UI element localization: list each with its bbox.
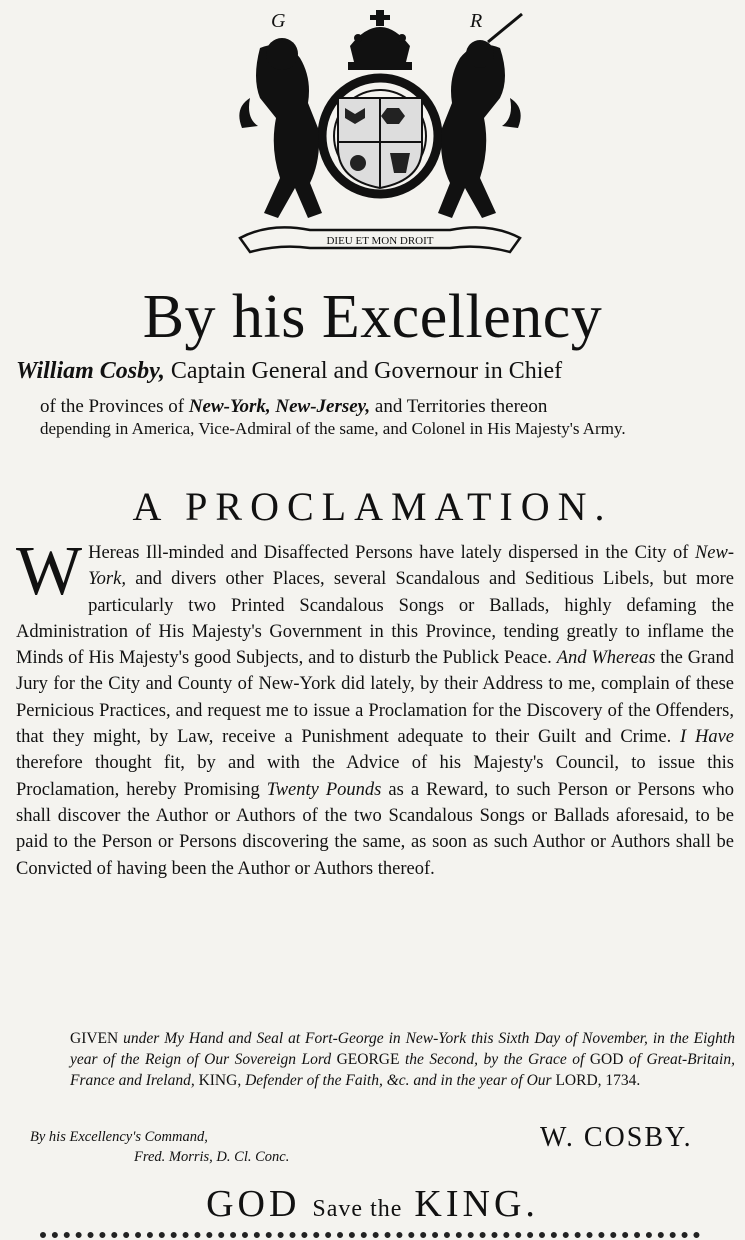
proclamation-body: W Hereas Ill-minded and Disaffected Persons have lately dispersed in the City of New-York, and divers other Places, several Scandalous and Seditious Libels, but more particularly two Printed Scandalous Songs or Ballads, highly defaming the Administration of His Majesty's Government in this Province, tending greatly to inflame the Minds of His Majesty's good Subjects, and to disturb the Publick Peace. And Whereas the Grand Jury for the City and County of New-York did lately, by their Address to me, complain of these Pernicious Practices, and request me to issue a Proclamation for the Discovery of the Offenders, that they might, by Law, receive a Punishment adequate to their Guilt and Crime. I Have therefore thought fit, by and with the Advice of his Majesty's Council, to issue this Proclamation, hereby Promising Twenty Pounds as a Reward, to such Person or Persons who shall discover the Author or Authors of the two Scandalous Songs or Ballads aforesaid, to be paid to the Person or Persons discovering the same, as soon as such Author or Authors shall be Convicted of having been the Author or Authors thereof. [16,533,734,879]
ribbon-motto: DIEU ET MON DROIT [326,235,434,247]
proclamation-heading: A PROCLAMATION. [132,484,613,529]
cipher-r: R [470,10,483,32]
cropped-text-line [0,1226,745,1240]
governor-line-2: of the Provinces of New-York, New-Jersey, and Territories thereon [40,396,548,417]
cipher-g: G [271,10,286,32]
command-line: By his Excellency's Command, [30,1129,208,1145]
signature: W. COSBY. [540,1122,693,1153]
governor-line-3: depending in America, Vice-Admiral of the same, and Colonel in His Majesty's Army. [40,419,626,438]
governor-title: Captain General and Governour in Chief [164,358,563,384]
garter-motto [379,207,381,208]
governor-line-1 [16,358,736,385]
page-title: By his Excellency [142,283,603,351]
closing-line: GOD Save the KING. [206,1183,539,1225]
drop-cap: W [16,533,83,610]
secretary-line: Fred. Morris, D. Cl. Conc. [134,1149,290,1165]
governor-name: William Cosby, [16,358,165,384]
given-under-seal: GIVEN under My Hand and Seal at Fort-George in New-York this Sixth Day of November, in the Eighth year of the Reign of Our Sovereign Lord GEORGE the Second, by the Grace of GOD of Great-Britain, France and Ireland, KING, Defender of the Faith, &c. and in the year of Our LORD, 1734. [70,1030,735,1089]
command-attestation [30,1127,410,1167]
royal-arms-icon [230,8,530,258]
